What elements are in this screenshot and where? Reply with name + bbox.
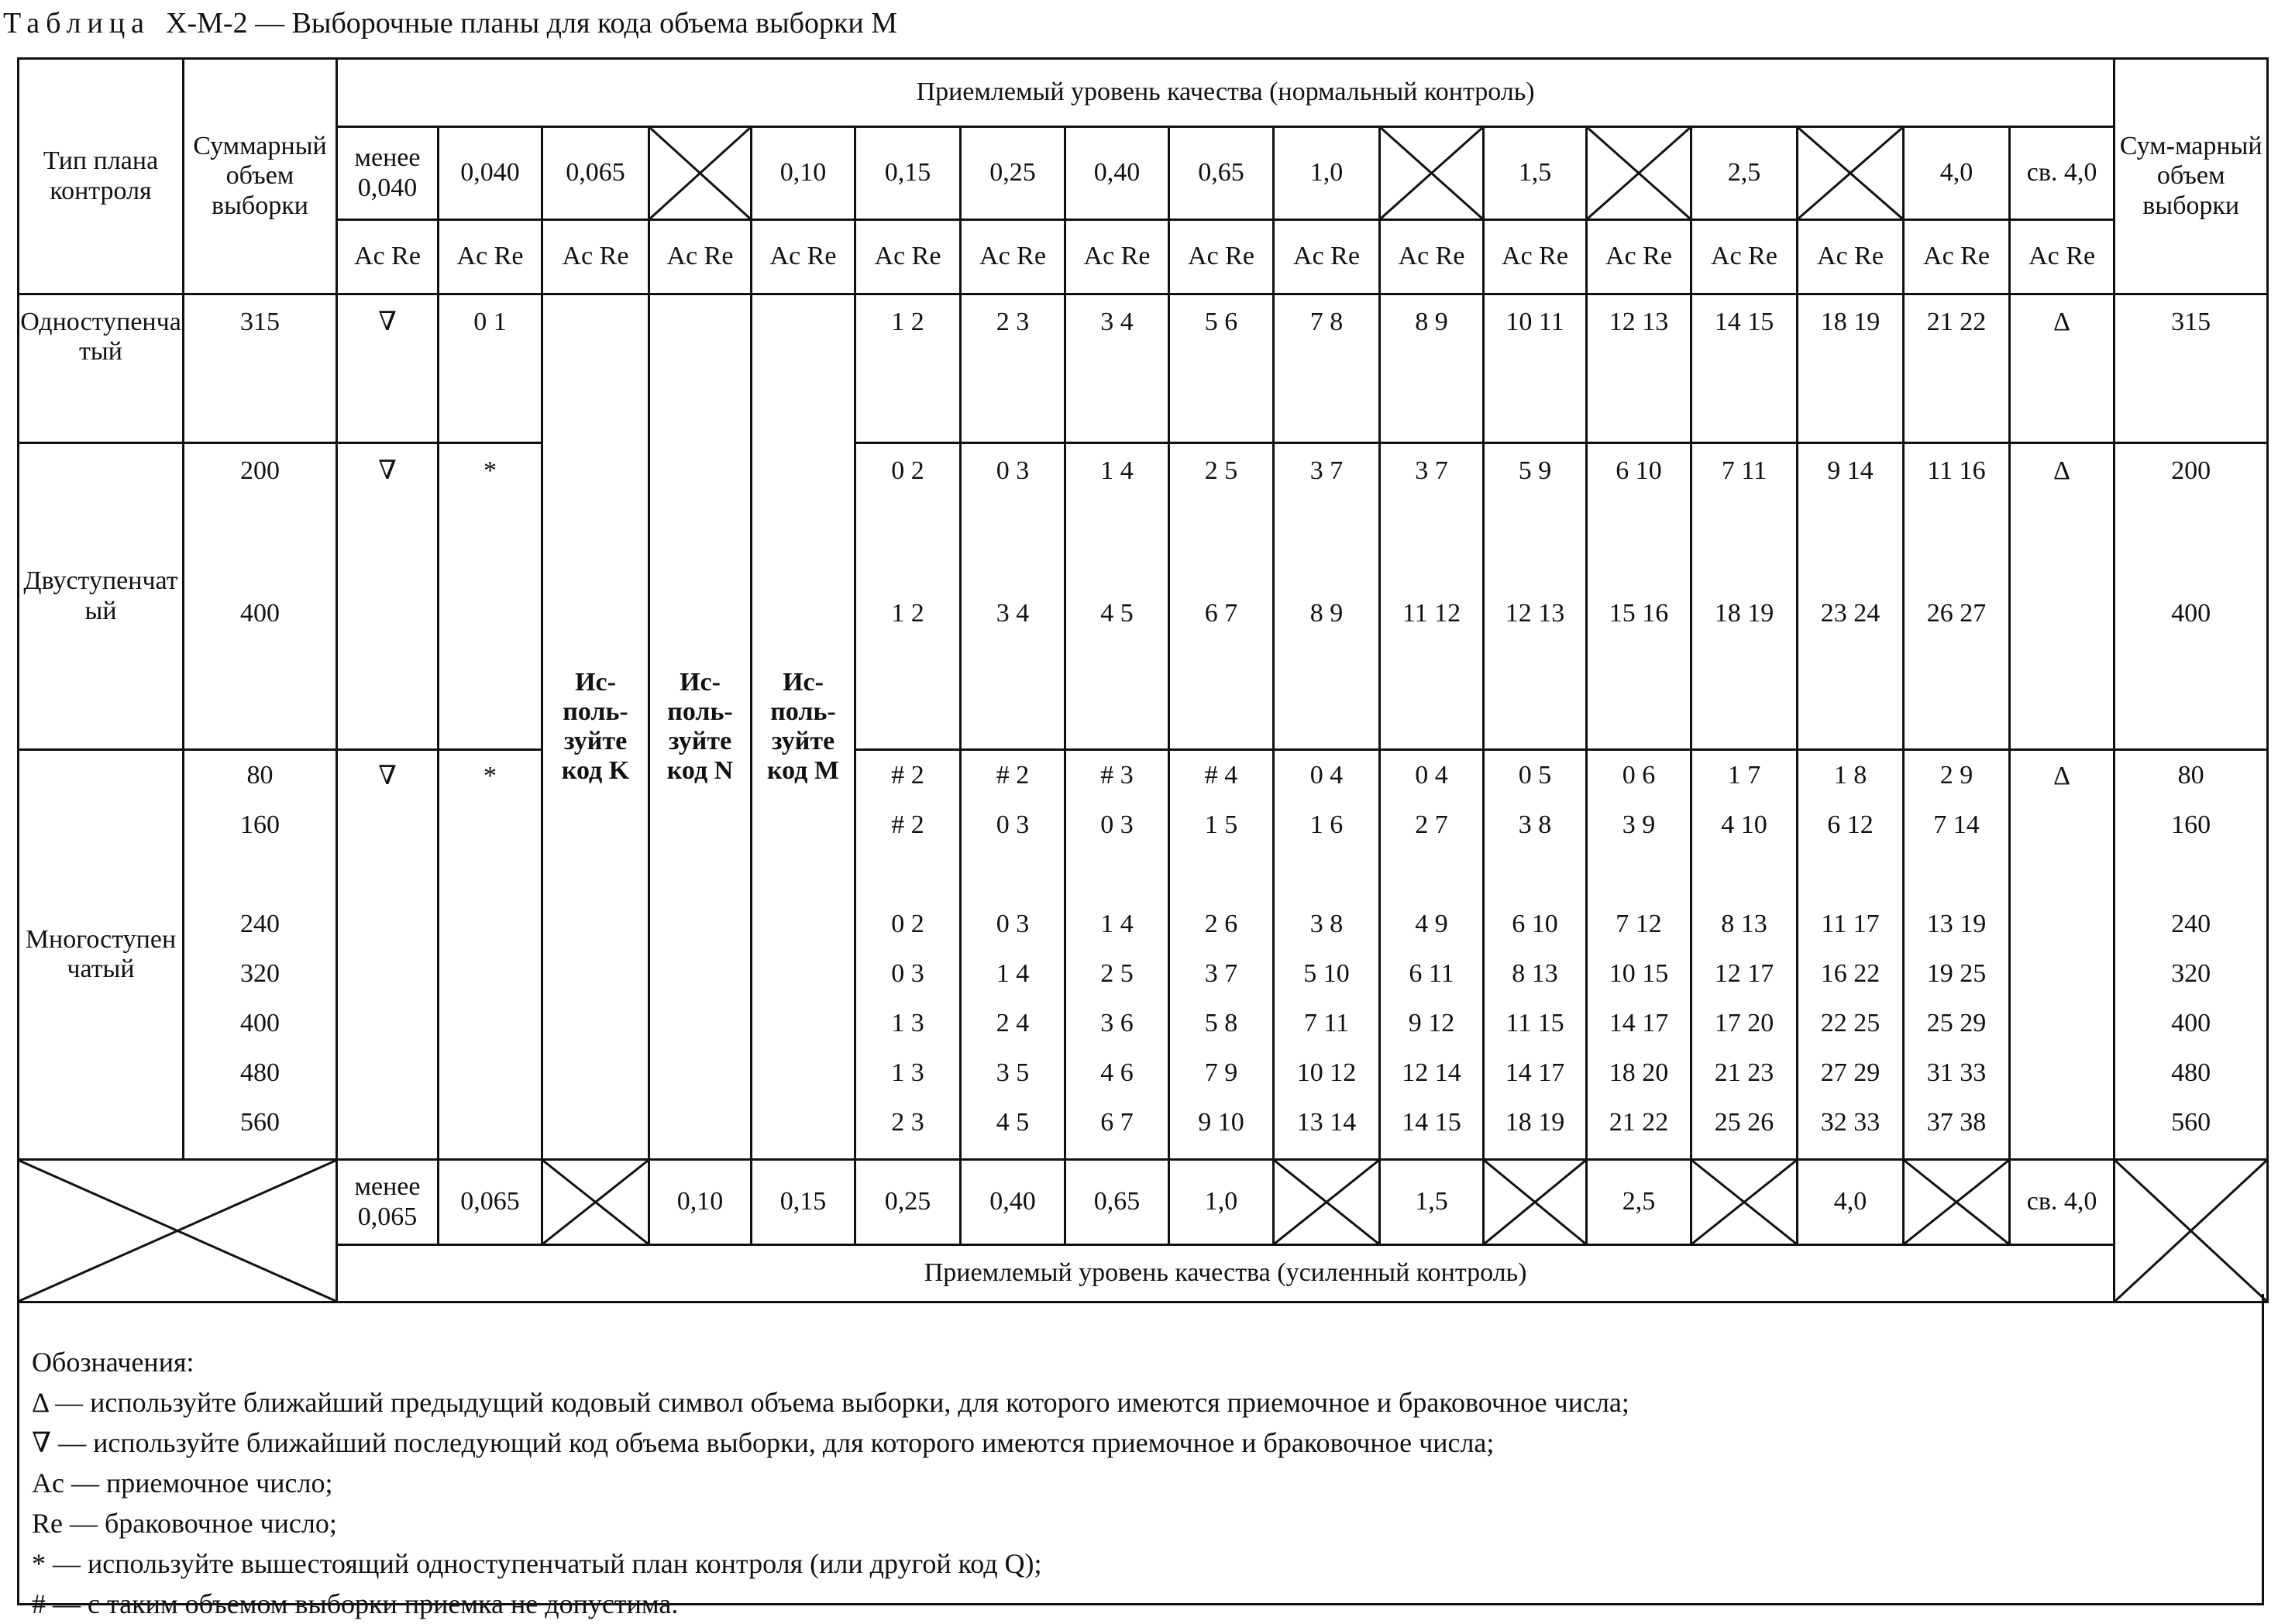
aql-normal-level: 0,65	[1169, 127, 1274, 220]
aql-tightened-level: 2,5	[1587, 1160, 1691, 1245]
multi-stage-value: 13 14	[1296, 1108, 1357, 1137]
multi-stage-value: 12 17	[1714, 959, 1774, 988]
acre-stack	[1587, 443, 1691, 750]
aql-normal-level: 0,40	[1065, 127, 1169, 220]
cumulative-size: 200	[2171, 456, 2211, 485]
acre-value: 23 24	[1820, 599, 1881, 628]
acre-label: Ac Re	[1587, 220, 1691, 294]
acre-label: Ac Re	[439, 220, 542, 294]
acre-label: Ac Re	[1798, 220, 1904, 294]
multi-stage-value: 0 3	[1100, 810, 1134, 839]
sampling-plan-table	[17, 57, 2269, 1303]
plan-type-double: Двуступенчатый	[19, 443, 184, 750]
aql-tightened-level: св. 4,0	[2010, 1160, 2115, 1245]
multi-stage-value: 6 7	[1100, 1108, 1134, 1137]
acre-value: 2 3	[961, 294, 1065, 443]
multi-stage-value: 0 4	[1309, 761, 1344, 790]
acre-value: 3 4	[1065, 294, 1169, 443]
aql-tightened-level: 4,0	[1798, 1160, 1904, 1245]
multi-stage-value: 3 8	[1518, 810, 1552, 839]
aql-tightened-level: 0,65	[1065, 1160, 1169, 1245]
crossed-cell	[542, 1160, 649, 1245]
multi-stage-value: 1 3	[891, 1009, 924, 1037]
next-code-symbol: ∇	[337, 750, 439, 1160]
acre-value: 7 8	[1274, 294, 1380, 443]
legend-line: Ac — приемочное число;	[32, 1467, 333, 1498]
aql-tightened-level: 0,40	[961, 1160, 1065, 1245]
multi-stage-value: 0 5	[1518, 761, 1552, 790]
crossed-cell	[1691, 1160, 1798, 1245]
multi-stage-value: 240	[240, 910, 280, 938]
next-code-symbol: ∇	[337, 443, 439, 750]
aql-normal-level: 4,0	[1904, 127, 2010, 220]
prev-code-symbol: Δ	[2010, 294, 2115, 443]
acre-label: Ac Re	[542, 220, 649, 294]
acre-label: Ac Re	[1274, 220, 1380, 294]
multi-stage-value: 17 20	[1714, 1009, 1774, 1037]
multi-stage-value: 0 6	[1622, 761, 1656, 790]
cumulative-size: 200	[240, 456, 280, 485]
multiple-stage-row	[19, 750, 2268, 1160]
legend-line: # — с таким объемом выборки приемка не допустима.	[32, 1588, 679, 1619]
acre-label: Ac Re	[961, 220, 1065, 294]
acre-value: 12 13	[1587, 294, 1691, 443]
plan-type-multiple: Многоступенчатый	[19, 750, 184, 1160]
acre-stack	[1798, 443, 1904, 750]
acre-stack	[855, 443, 961, 750]
multi-stage-value: 14 17	[1609, 1009, 1669, 1037]
acre-value: 8 9	[1309, 599, 1344, 628]
next-code-symbol: ∇	[337, 294, 439, 443]
tightened-aql-row	[19, 1160, 2268, 1245]
multi-stage-value: 5 8	[1204, 1009, 1238, 1037]
acre-stack	[1380, 443, 1484, 750]
multi-stage-value: 240	[2171, 910, 2211, 938]
plan-type-single: Одноступенчатый	[19, 294, 184, 443]
multi-stage-value: 18 19	[1505, 1108, 1565, 1137]
acre-stack	[1065, 443, 1169, 750]
multi-stage-value: 12 14	[1402, 1058, 1461, 1087]
aql-normal-level: св. 4,0	[2010, 127, 2115, 220]
normal-aql-row	[19, 127, 2268, 220]
multi-stage-value: 21 22	[1609, 1108, 1669, 1137]
multi-stage-value: 0 2	[891, 910, 924, 938]
acre-value: 18 19	[1798, 294, 1904, 443]
multi-stage-value: # 4	[1204, 761, 1238, 790]
acre-value: 0 2	[891, 456, 924, 485]
use-code-m: Ис-поль-зуйте код M	[752, 294, 855, 1160]
acre-label: Ac Re	[649, 220, 752, 294]
multi-stage-value: 7 12	[1616, 910, 1662, 938]
multi-stage-value: 160	[240, 810, 280, 839]
multi-col	[1904, 750, 2010, 1160]
acre-value: 14 15	[1691, 294, 1798, 443]
multi-stage-value: 6 10	[1512, 910, 1558, 938]
multi-stage-value: 1 6	[1309, 810, 1344, 839]
crossed-cell	[1904, 1160, 2010, 1245]
multi-stage-value: 10 15	[1609, 959, 1669, 988]
multi-col	[1484, 750, 1587, 1160]
multi-stage-value: 560	[240, 1108, 280, 1137]
acre-label: Ac Re	[1904, 220, 2010, 294]
legend-title: Обозначения:	[32, 1347, 194, 1378]
aql-tightened-level: 0,065	[439, 1160, 542, 1245]
multi-stage-value: 400	[2171, 1009, 2211, 1037]
multi-stage-value: 3 7	[1204, 959, 1238, 988]
multi-sizes-right	[2115, 750, 2268, 1160]
acre-value: 5 9	[1518, 456, 1552, 485]
acre-value: 11 12	[1402, 599, 1461, 628]
acre-value: *	[439, 443, 542, 750]
crossed-cell	[1798, 127, 1904, 220]
multi-stage-value: 19 25	[1926, 959, 1987, 988]
multi-col	[1169, 750, 1274, 1160]
multi-stage-value: 7 11	[1303, 1009, 1350, 1037]
multi-stage-value: 480	[2171, 1058, 2211, 1087]
aql-normal-level: 0,040	[439, 127, 542, 220]
multi-stage-value: 1 4	[1100, 910, 1134, 938]
acre-value: 3 4	[996, 599, 1030, 628]
multi-col	[1065, 750, 1169, 1160]
multi-stage-value: 1 4	[996, 959, 1030, 988]
acre-label: Ac Re	[752, 220, 855, 294]
acre-value: 1 2	[891, 599, 924, 628]
cumulative-size: 400	[2171, 599, 2211, 628]
multi-stage-value: 4 5	[996, 1108, 1030, 1137]
acre-label: Ac Re	[855, 220, 961, 294]
multi-col	[855, 750, 961, 1160]
multi-stage-value: 4 10	[1721, 810, 1767, 839]
multi-col	[1380, 750, 1484, 1160]
multi-stage-value: 2 9	[1939, 761, 1973, 790]
multi-stage-value: 9 12	[1408, 1009, 1455, 1037]
legend-line: * — используйте вышестоящий одноступенчатый план контроля (или другой код Q);	[32, 1548, 1042, 1579]
multi-stage-value: 160	[2171, 810, 2211, 839]
multi-col	[1691, 750, 1798, 1160]
multi-stage-value: 320	[2171, 959, 2211, 988]
multi-stage-value: 11 17	[1821, 910, 1880, 938]
multi-stage-value: 3 9	[1622, 810, 1656, 839]
acre-value: 1 4	[1100, 456, 1134, 485]
multi-stage-value: 1 7	[1727, 761, 1761, 790]
aql-tightened-level: 0,15	[752, 1160, 855, 1245]
aql-normal-level: 0,25	[961, 127, 1065, 220]
crossed-cell	[1274, 1160, 1380, 1245]
multi-stage-value: 2 5	[1100, 959, 1134, 988]
acre-label: Ac Re	[337, 220, 439, 294]
cumulative-size: 400	[240, 599, 280, 628]
multi-stage-value: 560	[2171, 1108, 2211, 1137]
aql-normal-level: 2,5	[1691, 127, 1798, 220]
aql-normal-level: 1,0	[1274, 127, 1380, 220]
acre-label: Ac Re	[1169, 220, 1274, 294]
multi-stage-value: 7 9	[1204, 1058, 1238, 1087]
acre-value: 7 11	[1721, 456, 1767, 485]
acre-value: 0 1	[439, 294, 542, 443]
multi-stage-value: 9 10	[1198, 1108, 1244, 1137]
acre-value: 9 14	[1827, 456, 1874, 485]
multi-stage-value: 18 20	[1609, 1058, 1669, 1087]
acre-value: 11 16	[1927, 456, 1986, 485]
multi-stage-value: 320	[240, 959, 280, 988]
multi-col	[1274, 750, 1380, 1160]
aql-tightened-level: 0,10	[649, 1160, 752, 1245]
acre-label: Ac Re	[1380, 220, 1484, 294]
multi-stage-value: 14 17	[1505, 1058, 1565, 1087]
multi-stage-value: 32 33	[1820, 1108, 1881, 1137]
acre-row	[19, 220, 2268, 294]
acre-value: 6 10	[1616, 456, 1662, 485]
acre-value: 0 3	[996, 456, 1030, 485]
multi-stage-value: 11 15	[1505, 1009, 1564, 1037]
single-stage-row	[19, 294, 2268, 443]
header-plan-type: Тип плана контроля	[19, 59, 184, 294]
legend-line: Re — браковочное число;	[32, 1508, 337, 1539]
acre-value: 3 7	[1309, 456, 1344, 485]
multi-stage-value: 2 7	[1415, 810, 1448, 839]
aql-normal-level: 1,5	[1484, 127, 1587, 220]
aql-normal-level: 0,065	[542, 127, 649, 220]
cumulative-size-right: 315	[2115, 294, 2268, 443]
multi-stage-value: 14 15	[1402, 1108, 1461, 1137]
multi-stage-value: 8 13	[1512, 959, 1558, 988]
acre-label: Ac Re	[2010, 220, 2115, 294]
acre-value: 6 7	[1204, 599, 1238, 628]
acre-value: 18 19	[1714, 599, 1774, 628]
multi-stage-value: 3 6	[1100, 1009, 1134, 1037]
multi-stage-value: 25 26	[1714, 1108, 1774, 1137]
multi-stage-value: 400	[240, 1009, 280, 1037]
multi-stage-value: 0 3	[891, 959, 924, 988]
multi-stage-value: 27 29	[1820, 1058, 1881, 1087]
aql-normal-level: 0,15	[855, 127, 961, 220]
acre-value: 4 5	[1100, 599, 1134, 628]
multi-stage-value: # 3	[1100, 761, 1134, 790]
aql-tightened-level: менее 0,065	[337, 1160, 439, 1245]
multi-col	[961, 750, 1065, 1160]
use-code-k: Ис-поль-зуйте код K	[542, 294, 649, 1160]
multi-stage-value: 13 19	[1926, 910, 1987, 938]
aql-tightened-level: 1,0	[1169, 1160, 1274, 1245]
cumulative-size: 315	[184, 294, 337, 443]
aql-tightened-level: 0,25	[855, 1160, 961, 1245]
multi-stage-value: 4 9	[1415, 910, 1448, 938]
acre-stack	[1169, 443, 1274, 750]
legend-line: Δ — используйте ближайший предыдущий кодовый символ объема выборки, для которого имеются приемочное и браковочное числа;	[32, 1387, 1629, 1418]
multi-stage-value: # 2	[891, 810, 924, 839]
multi-stage-value: 1 3	[891, 1058, 924, 1087]
multi-stage-value: 3 5	[996, 1058, 1030, 1087]
acre-value: 12 13	[1505, 599, 1565, 628]
multi-stage-value: 2 6	[1204, 910, 1238, 938]
acre-value: 3 7	[1415, 456, 1448, 485]
header-aql-normal: Приемлемый уровень качества (нормальный контроль)	[337, 59, 2115, 127]
acre-value: 1 2	[855, 294, 961, 443]
aql-normal-level: 0,10	[752, 127, 855, 220]
prev-code-symbol: Δ	[2010, 750, 2115, 1160]
multi-stage-value: 31 33	[1926, 1058, 1987, 1087]
acre-stack	[1274, 443, 1380, 750]
multi-stage-value: 10 12	[1296, 1058, 1357, 1087]
crossed-cell	[1587, 127, 1691, 220]
legend-line: ∇ — используйте ближайший последующий код объема выборки, для которого имеются приемочное и браковочное числа;	[32, 1427, 1495, 1458]
multi-stage-value: 2 3	[891, 1108, 924, 1137]
acre-value: *	[439, 750, 542, 1160]
multi-stage-value: # 2	[996, 761, 1030, 790]
multi-stage-value: 25 29	[1926, 1009, 1987, 1037]
title-text: X-M-2 — Выборочные планы для кода объема выборки M	[166, 7, 898, 40]
multi-stage-value: 80	[246, 761, 274, 790]
aql-normal-level: менее 0,040	[337, 127, 439, 220]
acre-value: 10 11	[1484, 294, 1587, 443]
header-aql-tightened: Приемлемый уровень качества (усиленный контроль)	[337, 1245, 2115, 1302]
title-prefix: Таблица	[3, 7, 151, 40]
cumulative-size-stack	[184, 443, 337, 750]
multi-stage-value: 5 10	[1303, 959, 1350, 988]
multi-col	[1587, 750, 1691, 1160]
acre-value: 8 9	[1380, 294, 1484, 443]
cumulative-size-right-stack	[2115, 443, 2268, 750]
multi-stage-value: 22 25	[1820, 1009, 1881, 1037]
acre-value: 2 5	[1204, 456, 1238, 485]
use-code-n: Ис-поль-зуйте код N	[649, 294, 752, 1160]
acre-stack	[1484, 443, 1587, 750]
multi-stage-value: 37 38	[1926, 1108, 1987, 1137]
multi-stage-value: 480	[240, 1058, 280, 1087]
header-cumulative-size: Суммарный объем выборки	[184, 59, 337, 294]
multi-stage-value: 1 5	[1204, 810, 1238, 839]
acre-label: Ac Re	[1484, 220, 1587, 294]
multi-sizes	[184, 750, 337, 1160]
multi-stage-value: 0 3	[996, 910, 1030, 938]
multi-stage-value: 1 8	[1833, 761, 1867, 790]
multi-stage-value: 21 23	[1714, 1058, 1774, 1087]
acre-stack	[1904, 443, 2010, 750]
legend	[17, 1294, 2264, 1619]
crossed-cell	[2115, 1160, 2268, 1302]
multi-stage-value: 8 13	[1721, 910, 1767, 938]
crossed-cell	[1484, 1160, 1587, 1245]
multi-col	[1798, 750, 1904, 1160]
table-title	[3, 2, 897, 45]
double-stage-row	[19, 443, 2268, 750]
acre-value: 5 6	[1169, 294, 1274, 443]
multi-stage-value: 80	[2177, 761, 2204, 790]
crossed-cell	[19, 1160, 337, 1302]
aql-tightened-level: 1,5	[1380, 1160, 1484, 1245]
multi-stage-value: 6 12	[1827, 810, 1874, 839]
multi-stage-value: 6 11	[1409, 959, 1454, 988]
acre-value: 15 16	[1609, 599, 1669, 628]
multi-stage-value: # 2	[891, 761, 924, 790]
crossed-cell	[649, 127, 752, 220]
acre-value: 26 27	[1926, 599, 1987, 628]
multi-stage-value: 0 4	[1415, 761, 1448, 790]
acre-value: 21 22	[1904, 294, 2010, 443]
crossed-cell	[1380, 127, 1484, 220]
acre-stack	[1691, 443, 1798, 750]
prev-code-symbol: Δ	[2010, 443, 2115, 750]
multi-stage-value: 0 3	[996, 810, 1030, 839]
multi-stage-value: 16 22	[1820, 959, 1881, 988]
acre-label: Ac Re	[1065, 220, 1169, 294]
header-cumulative-size-right: Сум-марный объем выборки	[2115, 59, 2268, 294]
acre-label: Ac Re	[1691, 220, 1798, 294]
multi-stage-value: 4 6	[1100, 1058, 1134, 1087]
acre-stack	[961, 443, 1065, 750]
multi-stage-value: 7 14	[1933, 810, 1980, 839]
multi-stage-value: 2 4	[996, 1009, 1030, 1037]
multi-stage-value: 3 8	[1309, 910, 1344, 938]
